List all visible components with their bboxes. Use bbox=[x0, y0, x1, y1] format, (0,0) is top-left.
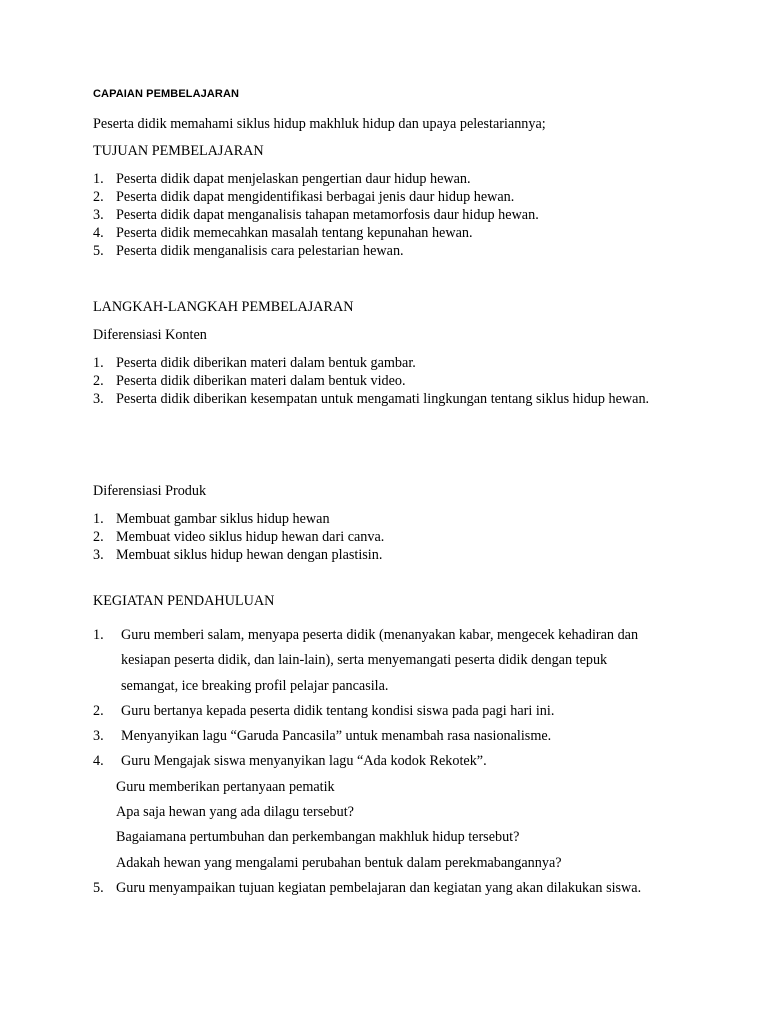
tujuan-heading: TUJUAN PEMBELAJARAN bbox=[93, 143, 264, 159]
sub-line: Apa saja hewan yang ada dilagu tersebut? bbox=[116, 804, 354, 821]
list-item: 4. Guru Mengajak siswa menyanyikan lagu “Ada kodok Rekotek”. bbox=[93, 753, 487, 770]
tujuan-list bbox=[93, 170, 673, 260]
pendahuluan-heading: KEGIATAN PENDAHULUAN bbox=[93, 593, 275, 609]
diferensiasi-produk-label: Diferensiasi Produk bbox=[93, 483, 207, 499]
list-item: 2. Peserta didik diberikan materi dalam bentuk video. bbox=[93, 373, 406, 389]
list-item: 3. Peserta didik diberikan kesempatan untuk mengamati lingkungan tentang siklus hidup hewan. bbox=[93, 391, 650, 407]
list-item: 2. Guru bertanya kepada peserta didik tentang kondisi siswa pada pagi hari ini. bbox=[93, 702, 555, 719]
list-item: 5. Guru menyampaikan tujuan kegiatan pembelajaran dan kegiatan yang akan dilakukan siswa. bbox=[93, 879, 642, 896]
produk-list bbox=[93, 510, 673, 564]
sub-line: Guru memberikan pertanyaan pematik bbox=[116, 778, 335, 795]
capaian-heading: CAPAIAN PEMBELAJARAN bbox=[93, 88, 240, 100]
konten-list bbox=[93, 354, 673, 408]
list-item: 4. Peserta didik memecahkan masalah tentang kepunahan hewan. bbox=[93, 225, 473, 241]
list-item: 1. Peserta didik dapat menjelaskan pengertian daur hidup hewan. bbox=[93, 171, 471, 187]
diferensiasi-konten-label: Diferensiasi Konten bbox=[93, 327, 207, 343]
list-item: 1. Guru memberi salam, menyapa peserta didik (menanyakan kabar, mengecek kehadiran dan kesiapan peserta didik, dan lain-lain), serta menyemangati peserta didik dengan tepuk semangat, ice breaking profil pelajar pancasila. bbox=[93, 627, 639, 694]
sub-line: Adakah hewan yang mengalami perubahan bentuk dalam perekmabangannya? bbox=[116, 854, 562, 871]
list-item: 2. Membuat video siklus hidup hewan dari canva. bbox=[93, 529, 385, 545]
list-item: 5. Peserta didik menganalisis cara pelestarian hewan. bbox=[93, 243, 404, 259]
sub-line: Bagaiamana pertumbuhan dan perkembangan makhluk hidup tersebut? bbox=[116, 829, 520, 846]
list-item: 3. Peserta didik dapat menganalisis tahapan metamorfosis daur hidup hewan. bbox=[93, 207, 539, 223]
pendahuluan-list bbox=[93, 623, 663, 901]
list-item: 3. Menyanyikan lagu “Garuda Pancasila” untuk menambah rasa nasionalisme. bbox=[93, 728, 552, 745]
list-item: 1. Peserta didik diberikan materi dalam bentuk gambar. bbox=[93, 355, 416, 371]
langkah-heading: LANGKAH-LANGKAH PEMBELAJARAN bbox=[93, 299, 354, 315]
list-item: 3. Membuat siklus hidup hewan dengan plastisin. bbox=[93, 547, 383, 563]
list-item: 1. Membuat gambar siklus hidup hewan bbox=[93, 511, 330, 527]
list-item: 2. Peserta didik dapat mengidentifikasi berbagai jenis daur hidup hewan. bbox=[93, 189, 515, 205]
capaian-text: Peserta didik memahami siklus hidup makhluk hidup dan upaya pelestariannya; bbox=[93, 116, 546, 132]
